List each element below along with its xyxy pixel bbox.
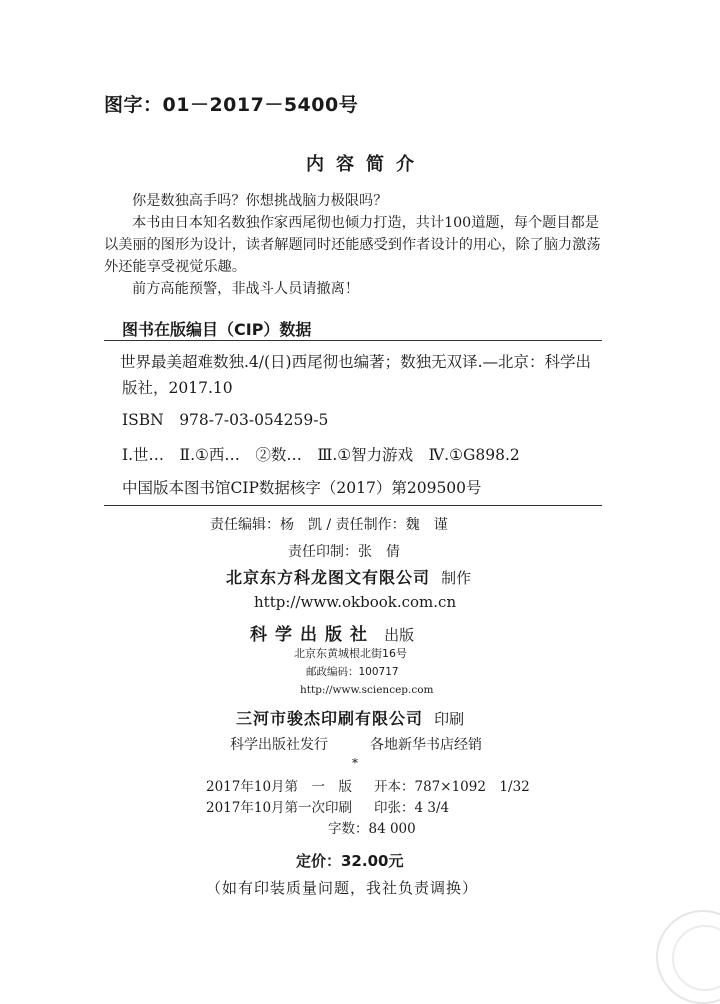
cip-top-rule (104, 340, 602, 341)
printer-line (236, 706, 464, 729)
cip-title: 图书在版编目（CIP）数据 (122, 320, 312, 339)
cip-bottom-rule (104, 505, 602, 506)
separator-asterisk: * (352, 756, 358, 770)
registration-number: 图字：01－2017－5400号 (104, 94, 359, 116)
publisher-address: 北京东黄城根北街16号 (294, 647, 407, 660)
summary-body (104, 190, 608, 300)
producer-suffix: 制作 (441, 569, 472, 587)
publisher-suffix: 出版 (384, 626, 415, 644)
printer-name: 三河市骏杰印刷有限公司 (236, 709, 424, 728)
summary-paragraph: 本书由日本知名数独作家西尾彻也倾力打造，共计100道题，每个题目都是以美丽的图形为设计，读者解题同时还能感受到作者设计的用心，除了脑力激荡外还能享受视觉乐趣。 (104, 215, 601, 275)
quality-notice: （如有印装质量问题，我社负责调换） (206, 879, 479, 897)
printed-sheets: 印张：4 3/4 (374, 800, 450, 816)
summary-paragraph: 你是数独高手吗？你想挑战脑力极限吗？ (132, 193, 388, 209)
producer-line (226, 565, 471, 588)
editors-credit: 责任编辑：杨 凯 / 责任制作：魏 谨 (210, 517, 448, 533)
producer-name: 北京东方科龙图文有限公司 (226, 568, 431, 587)
book-format: 开本：787×1092 1/32 (374, 779, 530, 795)
cip-isbn: ISBN 978-7-03-054259-5 (122, 411, 329, 429)
publisher-name: 科学出版社 (250, 625, 375, 645)
distribution-bookstores: 各地新华书店经销 (370, 737, 482, 753)
edition-date: 2017年10月第 一 版 (206, 779, 353, 795)
printing-supervisor: 责任印制：张 倩 (288, 544, 400, 560)
word-count: 字数：84 000 (328, 821, 416, 837)
distribution-publisher: 科学出版社发行 (230, 737, 328, 753)
summary-paragraph: 前方高能预警，非战斗人员请撤离！ (132, 281, 360, 297)
producer-url: http://www.okbook.com.cn (254, 593, 457, 611)
cip-description: 世界最美超难数独.4/(日)西尾彻也编著；数独无双译.—北京：科学出版社，2017.10 (120, 353, 592, 397)
printer-suffix: 印刷 (434, 710, 465, 728)
summary-heading: 内容简介 (306, 154, 426, 175)
cip-classification: Ⅰ.世… Ⅱ.①西… ②数… Ⅲ.①智力游戏 Ⅳ.①G898.2 (122, 446, 520, 464)
postcode: 邮政编码：100717 (306, 666, 399, 678)
price: 定价：32.00元 (296, 852, 404, 870)
print-date: 2017年10月第一次印刷 (206, 800, 353, 816)
publisher-url: http://www.sciencep.com (300, 684, 434, 696)
publisher-line (250, 620, 414, 645)
cip-record: 中国版本图书馆CIP数据核字（2017）第209500号 (122, 479, 482, 497)
